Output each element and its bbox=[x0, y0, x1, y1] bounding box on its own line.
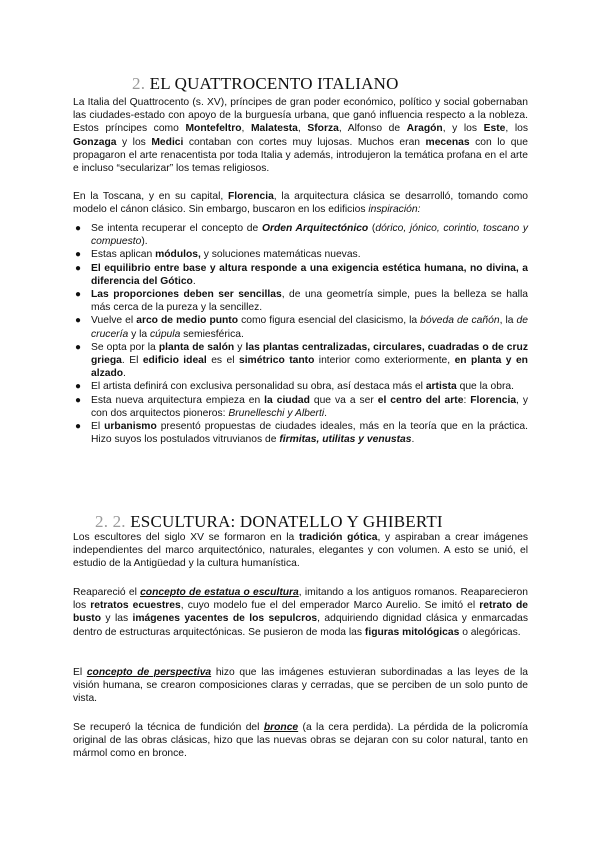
text-run: Malatesta bbox=[250, 123, 298, 135]
text-run: ( bbox=[368, 223, 376, 234]
list-item bbox=[73, 341, 528, 381]
text-run: Aragón bbox=[406, 123, 443, 135]
text-run: en planta y en alzado bbox=[91, 355, 528, 380]
text-run: Las proporciones deben ser sencillas bbox=[91, 289, 282, 301]
text-run: interior como exteriormente, bbox=[314, 355, 455, 367]
bullet-icon: ● bbox=[75, 394, 82, 406]
text-run: Este bbox=[483, 123, 506, 135]
bullet-icon: ● bbox=[75, 223, 82, 234]
text-run: El artista definirá con exclusiva personalidad su obra, así destaca más el bbox=[91, 381, 426, 393]
text-run: bronce bbox=[263, 722, 299, 733]
text-run: de crucería bbox=[91, 315, 528, 340]
text-run: ). bbox=[141, 236, 148, 248]
section-title: ESCULTURA: DONATELLO Y GHIBERTI bbox=[130, 512, 443, 531]
text-run: retratos ecuestres bbox=[90, 600, 181, 612]
text-run: Los escultores del siglo XV se formaron en la bbox=[73, 532, 299, 543]
text-run: edificio ideal bbox=[142, 355, 207, 367]
text-run: Florencia bbox=[470, 394, 517, 406]
list-item bbox=[73, 380, 528, 393]
text-run: La Italia del Quattrocento (s. XV), príncipes de gran poder económico, político y social gobernaban las ciudades-estado con apoyo de la burguesía urbana, que ganó influencia respecto a la nobleza. Estos príncipes como bbox=[73, 97, 528, 135]
text-run: y soluciones matemáticas nuevas. bbox=[200, 249, 361, 261]
text-run: , la bbox=[499, 315, 517, 327]
sculptors-paragraph bbox=[73, 531, 528, 571]
text-run: Vuelve el bbox=[91, 315, 137, 327]
bullet-icon: ● bbox=[75, 315, 82, 327]
perspective-paragraph bbox=[73, 666, 528, 706]
text-run: . bbox=[123, 368, 126, 380]
text-run: las plantas centralizadas, circulares, cuadradas o de cruz griega bbox=[91, 341, 528, 367]
text-run: retrato de busto bbox=[73, 600, 528, 625]
text-run: la ciudad bbox=[264, 394, 310, 406]
text-run: , de una geometría simple, pues la belleza se halla más cerca de la pureza y la sencillez. bbox=[91, 289, 528, 314]
text-run: bóveda de cañón bbox=[420, 315, 500, 327]
bronze-paragraph bbox=[73, 721, 528, 761]
bullet-icon: ● bbox=[75, 262, 82, 274]
text-run: , y los bbox=[442, 123, 484, 135]
list-item bbox=[73, 314, 528, 340]
features-list bbox=[73, 222, 528, 446]
text-run: inspiración: bbox=[368, 204, 421, 216]
text-run: . bbox=[192, 275, 196, 287]
text-run: con lo que propagaron el arte renacentista por toda Italia y además, introdujeron la temática profana en el arte e incluso “secularizar” los temas religiosos. bbox=[73, 136, 528, 175]
text-run: y los bbox=[116, 136, 152, 148]
section-title: EL QUATTROCENTO ITALIANO bbox=[149, 74, 399, 93]
bullet-icon: ● bbox=[75, 249, 82, 261]
text-run: el centro del arte bbox=[377, 394, 464, 406]
list-item bbox=[73, 248, 528, 261]
text-run: : bbox=[463, 394, 471, 406]
text-run: o alegóricas. bbox=[459, 626, 521, 638]
text-run: . bbox=[411, 434, 415, 446]
toscana-paragraph bbox=[73, 190, 528, 216]
text-run: , bbox=[297, 123, 308, 135]
text-run: Orden Arquitectónico bbox=[261, 223, 369, 234]
text-run: Florencia bbox=[228, 191, 274, 202]
text-run: y las bbox=[101, 613, 133, 625]
text-run: . bbox=[324, 407, 328, 419]
text-run: cúpula bbox=[149, 328, 181, 340]
bullet-icon: ● bbox=[75, 341, 82, 353]
text-run: concepto de estatua o escultura bbox=[140, 587, 299, 598]
text-run: artista bbox=[425, 381, 457, 393]
text-run: El bbox=[73, 667, 87, 678]
text-run: Sforza bbox=[307, 123, 339, 135]
section-heading-escultura bbox=[95, 512, 443, 532]
statue-paragraph bbox=[73, 586, 528, 639]
text-run: , la arquitectura clásica se desarrolló, tomando como modelo el cánon clásico. Sin embargo, buscaron en los edificios bbox=[73, 191, 528, 216]
text-run: tradición gótica bbox=[298, 532, 378, 543]
text-run: . El bbox=[121, 355, 143, 367]
text-run: (a la cera perdida). La pérdida de la policromía original de las obras clásicas, hizo que las nuevas obras se dejaran con su color natural, tanto en mármol como en bronce. bbox=[73, 722, 529, 760]
list-item bbox=[73, 222, 528, 248]
text-run: Se recuperó la técnica de fundición del bbox=[73, 722, 264, 733]
text-run: El equilibrio entre base y altura responde a una exigencia estética humana, no divina, a diferencia del Gótico bbox=[91, 262, 528, 287]
text-run: , los bbox=[505, 123, 528, 135]
text-run: planta de salón bbox=[158, 341, 235, 353]
text-run: que va a ser bbox=[309, 394, 378, 406]
text-run: , bbox=[241, 123, 251, 135]
section-number: 2. 2. bbox=[95, 512, 126, 531]
text-run: Medici bbox=[151, 136, 184, 148]
text-run: Se intenta recuperar el concepto de bbox=[91, 223, 262, 234]
text-run: , Alfonso de bbox=[338, 123, 407, 135]
text-run: módulos, bbox=[155, 249, 201, 261]
text-run: contaban con cortes muy lujosas. Muchos eran bbox=[183, 136, 426, 148]
text-run: El bbox=[91, 421, 105, 433]
text-run: y bbox=[234, 341, 246, 353]
list-item bbox=[73, 288, 528, 314]
bullet-icon: ● bbox=[75, 381, 82, 393]
bullet-icon: ● bbox=[75, 289, 82, 301]
section-number: 2. bbox=[132, 74, 146, 93]
text-run: , adquiriendo dignidad clásica y enmarcadas dentro de estructuras arquitectónicas. Se pusieron de moda las bbox=[73, 613, 528, 638]
text-run: y la bbox=[128, 328, 150, 340]
text-run: Brunelleschi y Alberti bbox=[228, 407, 325, 419]
text-run: semiesférica. bbox=[180, 328, 244, 340]
text-run: es el bbox=[206, 355, 239, 367]
text-run: arco de medio punto bbox=[136, 315, 239, 327]
text-run: figuras mitológicas bbox=[364, 626, 460, 638]
text-run: que la obra. bbox=[456, 381, 514, 393]
text-run: , y con dos arquitectos pioneros: bbox=[91, 394, 529, 419]
text-run: imágenes yacentes de los sepulcros bbox=[132, 613, 318, 625]
text-run: como figura esencial del clasicismo, la bbox=[238, 315, 421, 327]
text-run: dórico, jónico, corintio, toscano y compuesto bbox=[91, 223, 529, 248]
text-run: , cuyo modelo fue el del emperador Marco Aurelio. Se imitó el bbox=[180, 600, 480, 612]
text-run: Esta nueva arquitectura empieza en bbox=[91, 394, 265, 406]
text-run: presentó propuestas de ciudades ideales, más en la teoría que en la práctica. Hizo suyos los postulados vitruvianos de bbox=[91, 421, 528, 446]
bullet-icon: ● bbox=[75, 421, 82, 433]
section-heading-quattrocento bbox=[132, 74, 399, 94]
list-item bbox=[73, 420, 528, 446]
text-run: En la Toscana, y en su capital, bbox=[73, 191, 229, 202]
text-run: , imitando a los antiguos romanos. Reaparecieron los bbox=[73, 587, 529, 612]
text-run: hizo que las imágenes estuvieran subordinadas a las leyes de la visión humana, se crearon composiciones claras y cerradas, que se perciben de un solo punto de vista. bbox=[73, 667, 528, 705]
text-run: Estas aplican bbox=[91, 249, 156, 261]
text-run: firmitas, utilitas y venustas bbox=[279, 434, 412, 446]
intro-paragraph bbox=[73, 96, 528, 175]
list-item bbox=[73, 262, 528, 288]
text-run: Se opta por la bbox=[91, 341, 159, 353]
text-run: Gonzaga bbox=[73, 136, 117, 148]
text-run: mecenas bbox=[425, 136, 470, 148]
text-run: urbanismo bbox=[104, 421, 157, 433]
list-item bbox=[73, 394, 528, 420]
text-run: simétrico tanto bbox=[238, 355, 315, 367]
text-run: concepto de perspectiva bbox=[86, 667, 212, 678]
text-run: Montefeltro bbox=[185, 123, 242, 135]
text-run: Reapareció el bbox=[73, 587, 141, 598]
text-run: , y aspiraban a crear imágenes independientes del marco arquitectónico, naturales, elegantes y con volumen. A esto se unió, el estudio de la Antigüedad y la cultura humanística. bbox=[73, 532, 528, 570]
